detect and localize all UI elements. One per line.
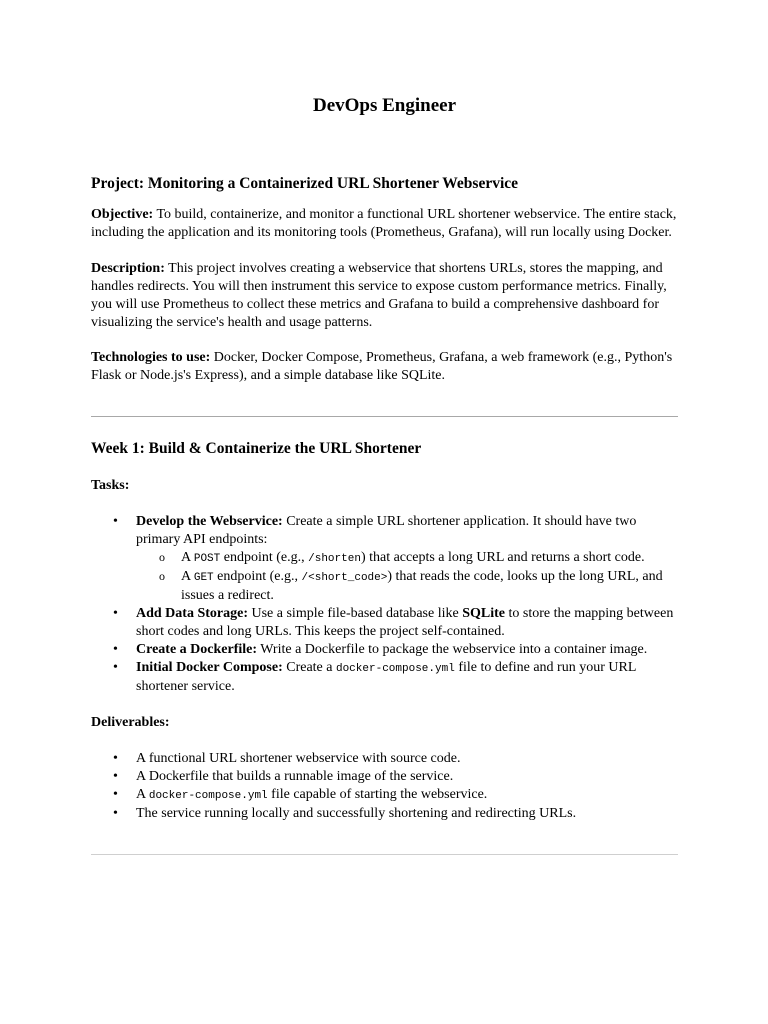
document-body bbox=[91, 95, 678, 855]
task-develop-label: Develop the Webservice: bbox=[136, 514, 283, 529]
list-item bbox=[136, 549, 678, 568]
sub1-mid: endpoint (e.g., bbox=[220, 550, 309, 565]
shorten-path-code: /shorten bbox=[308, 553, 361, 565]
compose-file-code: docker-compose.yml bbox=[148, 790, 268, 802]
compose-file-code: docker-compose.yml bbox=[335, 663, 455, 675]
task-dockerfile-text: Write a Dockerfile to package the webservice into a container image. bbox=[257, 642, 648, 657]
deliverables-list bbox=[91, 750, 678, 823]
sub1-post: ) that accepts a long URL and returns a short code. bbox=[360, 550, 645, 565]
week1-heading: Week 1: Build & Containerize the URL Shortener bbox=[91, 440, 422, 457]
short-code-path-code: /<short_code> bbox=[301, 572, 388, 584]
get-method-code: GET bbox=[193, 572, 214, 584]
tasks-label: Tasks: bbox=[91, 478, 130, 493]
task-compose-label: Initial Docker Compose: bbox=[136, 660, 283, 675]
document-title: DevOps Engineer bbox=[312, 95, 457, 116]
sqlite-bold: SQLite bbox=[462, 606, 505, 621]
objective-text: To build, containerize, and monitor a functional URL shortener webservice. The entire stack, including the application and its monitoring tools (Prometheus, Grafana), will run locally using Docker. bbox=[91, 207, 677, 240]
project-heading: Project: Monitoring a Containerized URL Shortener Webservice bbox=[91, 175, 519, 192]
description-paragraph bbox=[91, 260, 678, 332]
tasks-list bbox=[91, 513, 678, 696]
task-dockerfile-label: Create a Dockerfile: bbox=[136, 642, 258, 657]
sub1-pre: A bbox=[181, 550, 194, 565]
list-item: • A functional URL shortener webservice with source code. bbox=[91, 750, 678, 768]
list-item bbox=[91, 786, 678, 805]
task-compose-text2: file to define and run your URL shortener service. bbox=[136, 660, 636, 694]
description-text: This project involves creating a webservice that shortens URLs, stores the mapping, and handles redirects. You will then instrument this service to expose custom performance metrics. Finally, you will use Prometheus to collect these metrics and Grafana to build a comprehensive dashboard for visualizing the service's health and usage patterns. bbox=[91, 261, 667, 330]
task-storage-text2: to store the mapping between short codes and long URLs. This keeps the project self-contained. bbox=[136, 606, 674, 639]
sub2-pre: A bbox=[181, 569, 194, 584]
deliverables-label: Deliverables: bbox=[91, 715, 170, 730]
task-compose-text1: Create a bbox=[282, 660, 336, 675]
list-item bbox=[91, 641, 678, 659]
list-item bbox=[91, 513, 678, 605]
task-storage-label: Add Data Storage: bbox=[136, 606, 248, 621]
section-divider bbox=[91, 854, 678, 855]
endpoint-sublist bbox=[136, 549, 678, 605]
list-item bbox=[136, 568, 678, 605]
description-label: Description: bbox=[91, 261, 165, 276]
technologies-label: Technologies to use: bbox=[91, 350, 211, 365]
sub2-post: ) that reads the code, looks up the long URL, and issues a redirect. bbox=[181, 569, 663, 603]
list-item bbox=[91, 659, 678, 696]
task-develop-text: Create a simple URL shortener application. It should have two primary API endpoints: bbox=[136, 514, 637, 547]
list-item: • A Dockerfile that builds a runnable image of the service. bbox=[91, 768, 678, 786]
d3-post: file capable of starting the webservice. bbox=[267, 787, 488, 802]
list-item: • The service running locally and successfully shortening and redirecting URLs. bbox=[91, 805, 678, 823]
list-item bbox=[91, 605, 678, 641]
objective-label: Objective: bbox=[91, 207, 154, 222]
technologies-text: Docker, Docker Compose, Prometheus, Grafana, a web framework (e.g., Python's Flask or Node.js's Express), and a simple database like SQLite. bbox=[91, 350, 673, 383]
section-divider bbox=[91, 416, 678, 417]
objective-paragraph bbox=[91, 206, 678, 242]
d3-pre: A bbox=[136, 787, 149, 802]
sub2-mid: endpoint (e.g., bbox=[213, 569, 302, 584]
week1-section bbox=[91, 439, 678, 823]
post-method-code: POST bbox=[193, 553, 221, 565]
technologies-paragraph bbox=[91, 349, 678, 385]
task-storage-text1: Use a simple file-based database like bbox=[248, 606, 463, 621]
